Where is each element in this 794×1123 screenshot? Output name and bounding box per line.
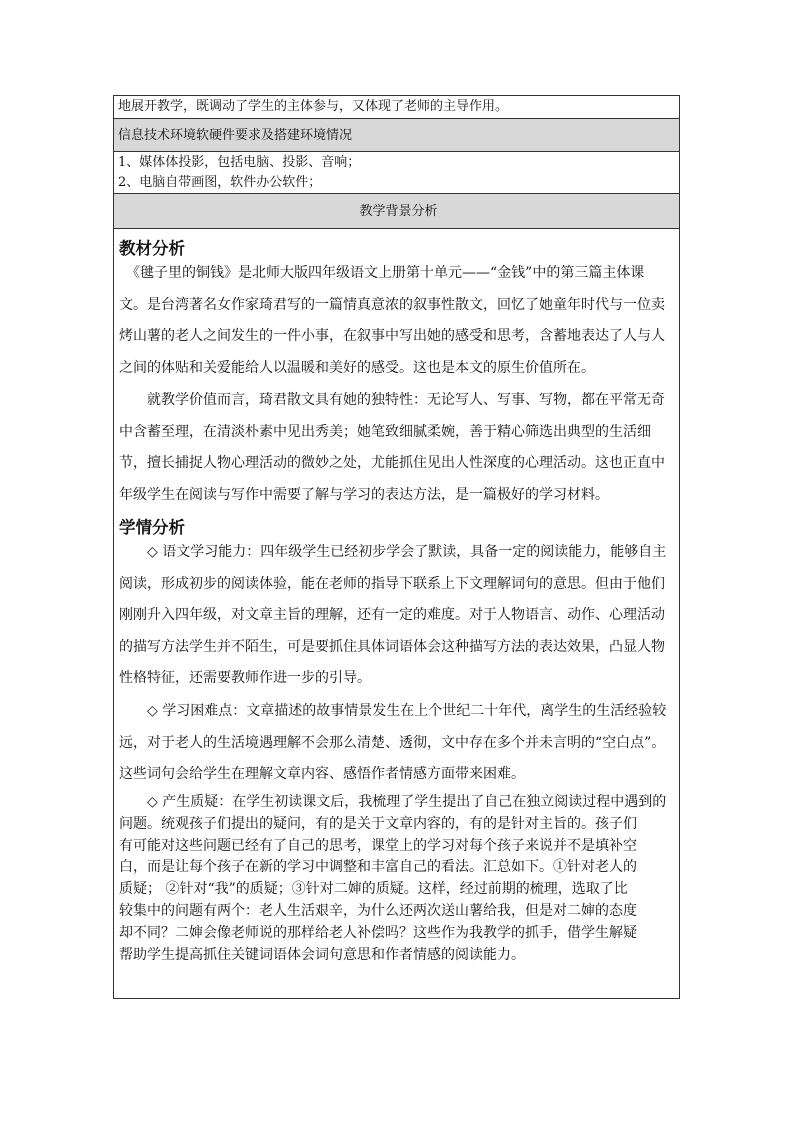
- textbook-heading: 教材分析: [119, 239, 185, 258]
- text-line: 却不同？二婶会像老师说的那样给老人补偿吗？这些作为我教学的抓手，借学生解疑: [119, 924, 637, 941]
- text-line: 这些词句会给学生在理解文章内容、感悟作者情感方面带来困难。: [119, 766, 525, 783]
- text-line: ◇ 语文学习能力：四年级学生已经初步学会了默读，具备一定的阅读能力，能够自主: [147, 544, 667, 560]
- text-line: 有可能对这些问题已经有了自己的思考，课堂上的学习对每个孩子来说并不是填补空: [119, 837, 637, 854]
- lesson-plan-table: [113, 95, 680, 999]
- text-line: 较集中的问题有两个：老人生活艰辛，为什么还两次送山薯给我，但是对二婶的态度: [119, 902, 637, 919]
- text-line: 的描写方法学生并不陌生，可是要抓住具体词语体会这种描写方法的表达效果，凸显人物: [119, 638, 665, 655]
- text-line: 刚刚升入四年级，对文章主旨的理解，还有一定的难度。对于人物语言、动作、心理活动: [119, 607, 665, 624]
- env-header: 信息技术环境软硬件要求及搭建环境情况: [118, 128, 353, 143]
- text-line: 白，而是让每个孩子在新的学习中调整和丰富自己的看法。汇总如下。①针对老人的: [119, 859, 637, 876]
- learner-paragraph-3: [119, 792, 675, 966]
- intro-text: 地展开教学，既调动了学生的主体参与，又体现了老师的主导作用。: [118, 99, 509, 114]
- env-header-row: [114, 119, 679, 152]
- text-line: 帮助学生提高抓住关键词语体会词句意思和作者情感的阅读能力。: [119, 946, 525, 963]
- text-line: 年级学生在阅读与写作中需要了解与学习的表达方法，是一篇极好的学习材料。: [119, 486, 609, 503]
- learner-paragraph-2: [119, 696, 675, 791]
- textbook-paragraph-1: [119, 258, 675, 384]
- env-items-row: [114, 152, 679, 194]
- analysis-body: [114, 229, 679, 998]
- text-line: 中含蓄至理，在清淡朴素中见出秀美；她笔致细腻柔婉，善于精心筛选出典型的生活细: [119, 423, 651, 440]
- textbook-paragraph-2: [119, 385, 675, 511]
- text-line: 质疑； ②针对“我”的质疑；③针对二婶的质疑。这样，经过前期的梳理，选取了比: [119, 881, 628, 898]
- learner-heading: 学情分析: [119, 518, 185, 537]
- learner-paragraph-1: [119, 537, 675, 695]
- text-line: 之间的体贴和关爱能给人以温暖和美好的感受。这也是本文的原生价值所在。: [119, 359, 595, 376]
- env-item: 2、电脑自带画图，软件办公软件；: [118, 175, 322, 190]
- text-line: 阅读，形成初步的阅读体验，能在老师的指导下联系上下文理解词句的意思。但由于他们: [119, 575, 665, 592]
- text-line: 就教学价值而言，琦君散文具有她的独特性：无论写人、写事、写物，都在平常无奇: [147, 392, 665, 408]
- section-header: 教学背景分析: [359, 204, 438, 219]
- text-line: 远，对于老人的生活境遇理解不会那么清楚、透彻，文中存在多个并未言明的“空白点”。: [119, 734, 666, 751]
- text-line: ◇ 产生质疑：在学生初读课文后，我梳理了学生提出了自己在独立阅读过程中遇到的: [147, 794, 667, 810]
- section-header-row: [114, 194, 679, 229]
- text-line: 烤山薯的老人之间发生的一件小事，在叙事中写出她的感受和思考，含蓄地表达了人与人: [119, 328, 665, 345]
- text-line: 问题。统观孩子们提出的疑问，有的是关于文章内容的，有的是针对主旨的。孩子们: [119, 815, 637, 832]
- env-item: 1、媒体体投影，包括电脑、投影、音响；: [118, 155, 361, 170]
- text-line: 《毽子里的铜钱》是北师大版四年级语文上册第十单元——“金钱”中的第三篇主体课: [126, 265, 645, 281]
- text-line: 性格特征，还需要教师作进一步的引导。: [119, 670, 371, 687]
- intro-row: [114, 96, 679, 119]
- text-line: 文。是台湾著名女作家琦君写的一篇情真意浓的叙事性散文，回忆了她童年时代与一位卖: [119, 296, 665, 313]
- text-line: ◇ 学习困难点：文章描述的故事情景发生在上个世纪二十年代，离学生的生活经验较: [147, 703, 667, 719]
- text-line: 节，擅长捕捉人物心理活动的微妙之处，尤能抓住见出人性深度的心理活动。这也正直中: [119, 455, 665, 472]
